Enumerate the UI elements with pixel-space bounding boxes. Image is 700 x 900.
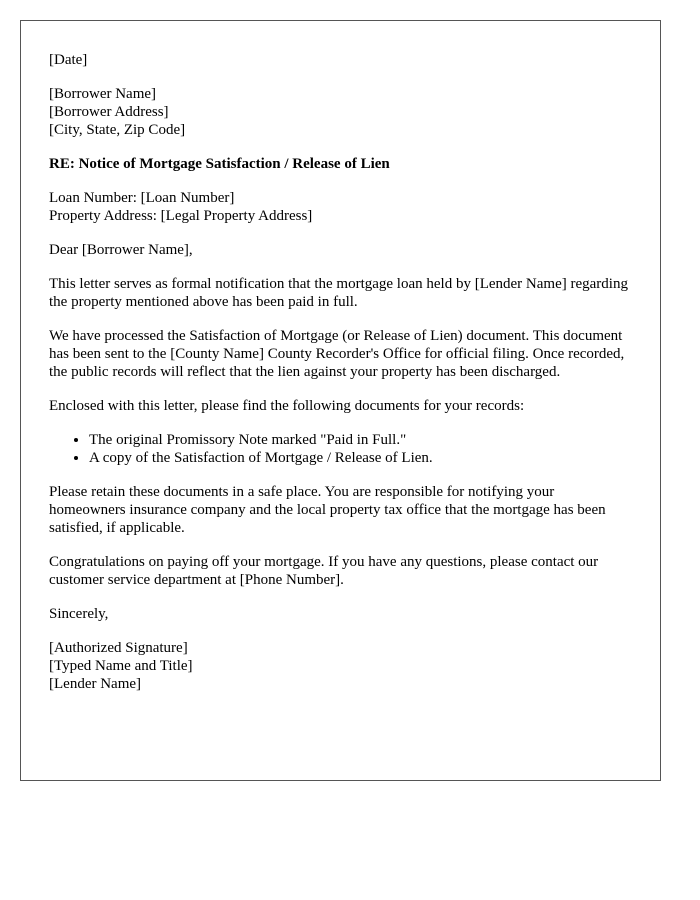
recipient-name: [Borrower Name] <box>49 86 157 102</box>
salutation: Dear [Borrower Name], <box>49 242 193 258</box>
paragraph-enclosures-intro: Enclosed with this letter, please find the following documents for your records: <box>49 398 525 414</box>
lender-name: [Lender Name] <box>49 676 142 692</box>
loan-number: Loan Number: [Loan Number] <box>49 190 235 206</box>
letter-date: [Date] <box>49 52 88 68</box>
recipient-block <box>49 85 632 139</box>
paragraph-notification: This letter serves as formal notification that the mortgage loan held by [Lender Name] regarding the property mentioned above has been paid in full. <box>49 276 628 310</box>
closing: Sincerely, <box>49 606 109 622</box>
re-subject-line: RE: Notice of Mortgage Satisfaction / Release of Lien <box>49 156 390 172</box>
paragraph-congratulations: Congratulations on paying off your mortgage. If you have any questions, please contact our customer service department at [Phone Number]. <box>49 554 599 588</box>
date-block <box>49 51 632 69</box>
paragraph-processing: We have processed the Satisfaction of Mortgage (or Release of Lien) document. This document has been sent to the [County Name] County Recorder's Office for official filing. Once recorded, the public records will reflect that the lien against your property has been discharged. <box>49 328 625 380</box>
paragraph-retain: Please retain these documents in a safe place. You are responsible for notifying your homeowners insurance company and the local property tax office that the mortgage has been satisfied, if applicable. <box>49 484 606 536</box>
letter-page <box>20 20 661 781</box>
recipient-city-state-zip: [City, State, Zip Code] <box>49 122 186 138</box>
loan-details <box>49 189 632 225</box>
enclosure-list <box>49 431 632 467</box>
signature-block <box>49 639 632 693</box>
list-item: • A copy of the Satisfaction of Mortgage / Release of Lien. <box>89 449 632 467</box>
authorized-signature: [Authorized Signature] <box>49 640 188 656</box>
property-address: Property Address: [Legal Property Address] <box>49 208 313 224</box>
list-item: • The original Promissory Note marked "Paid in Full." <box>89 431 632 449</box>
recipient-address: [Borrower Address] <box>49 104 169 120</box>
typed-name-title: [Typed Name and Title] <box>49 658 193 674</box>
